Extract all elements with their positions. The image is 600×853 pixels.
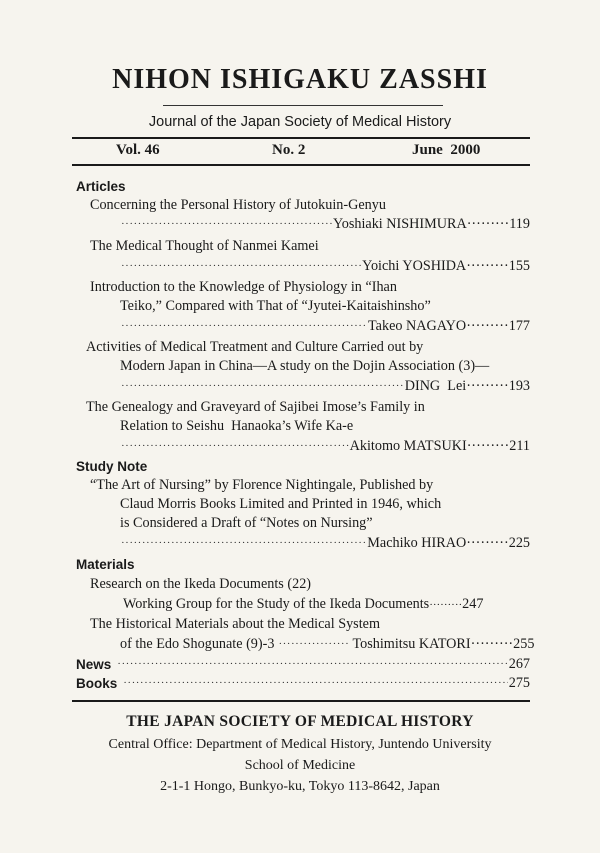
leader-dots [121, 215, 332, 234]
issue-top-rule [72, 137, 530, 139]
office-address: 2-1-1 Hongo, Bunkyo-ku, Tokyo 113-8642, Japan [160, 779, 440, 794]
footer-rule [72, 700, 530, 702]
leader-dots [121, 317, 367, 336]
leader-dots [121, 377, 404, 396]
books-page: 275 [508, 675, 530, 691]
journal-title: NIHON ISHIGAKU ZASSHI [112, 64, 488, 95]
article-title-line: Introduction to the Knowledge of Physiology in “Ihan [90, 279, 397, 295]
section-books: Books [76, 676, 118, 691]
issue-number: No. 2 [272, 142, 306, 158]
toc-entry-books [76, 674, 530, 693]
material-author: Working Group for the Study of the Ikeda Documents [123, 596, 430, 612]
toc-entry-leader: ····· Yoshiaki NISHIMURA·········119 [120, 215, 530, 234]
article-title-line: The Medical Thought of Nanmei Kamei [90, 238, 319, 254]
section-articles: Articles [76, 179, 126, 194]
material-title-line: The Historical Materials about the Medical System [90, 616, 380, 632]
toc-entry-leader: ····· Yoichi YOSHIDA·········155 [120, 257, 530, 276]
article-page: 211 [509, 438, 530, 454]
study-note-page: 225 [508, 535, 530, 551]
society-name: THE JAPAN SOCIETY OF MEDICAL HISTORY [126, 713, 474, 730]
leader-dots [117, 655, 507, 674]
section-study-note: Study Note [76, 459, 148, 474]
issue-bottom-rule [72, 164, 530, 166]
article-author: Takeo NAGAYO [368, 318, 467, 334]
article-page: 155 [508, 258, 530, 274]
section-materials: Materials [76, 557, 135, 572]
toc-entry-leader: ····· DING Lei·········193 [120, 377, 530, 396]
article-author: Akitomo MATSUKI [349, 438, 467, 454]
article-title-line: Concerning the Personal History of Jutokuin-Genyu [90, 197, 386, 213]
article-page: 119 [509, 216, 530, 232]
study-note-author: Machiko HIRAO [367, 535, 467, 551]
title-divider [163, 105, 443, 106]
study-note-title-line: Claud Morris Books Limited and Printed in 1946, which [120, 496, 442, 512]
article-title-line: Modern Japan in China—A study on the Dojin Association (3)— [120, 358, 490, 374]
article-author: DING Lei [404, 378, 467, 394]
article-title-line: The Genealogy and Graveyard of Sajibei Imose’s Family in [86, 399, 425, 415]
leader-dots [123, 674, 507, 693]
article-page: 177 [508, 318, 530, 334]
material-title-line: of the Edo Shogunate (9)-3 [120, 636, 275, 652]
material-author: Toshimitsu KATORI [352, 636, 471, 652]
issue-date: June 2000 [412, 142, 481, 158]
leader-dots [121, 257, 361, 276]
news-page: 267 [508, 656, 530, 672]
volume: Vol. 46 [116, 142, 160, 158]
section-news: News [76, 657, 112, 672]
material-entry: Working Group for the Study of the Ikeda Documents·········247 [123, 596, 484, 612]
leader-dots [121, 534, 366, 553]
study-note-title-line: is Considered a Draft of “Notes on Nursing” [120, 515, 373, 531]
article-title-line: Activities of Medical Treatment and Culture Carried out by [86, 339, 424, 355]
toc-entry-leader: ····· Akitomo MATSUKI·········211 [120, 437, 530, 456]
article-author: Yoshiaki NISHIMURA [332, 216, 467, 232]
toc-entry-leader: ····· Machiko HIRAO·········225 [120, 534, 530, 553]
journal-subtitle: Journal of the Japan Society of Medical History [148, 114, 452, 130]
toc-entry-news [76, 655, 530, 674]
office-line-1: Central Office: Department of Medical History, Juntendo University [108, 737, 492, 752]
article-page: 193 [508, 378, 530, 394]
material-page: 255 [513, 636, 535, 652]
material-page: 247 [462, 596, 484, 612]
leader-dots [278, 635, 348, 654]
material-title-line: Research on the Ikeda Documents (22) [90, 576, 312, 592]
study-note-title-line: “The Art of Nursing” by Florence Nightingale, Published by [90, 477, 434, 493]
article-title-line: Teiko,” Compared with That of “Jyutei-Kaitaishinsho” [120, 298, 431, 314]
article-title-line: Relation to Seishu Hanaoka’s Wife Ka-e [120, 418, 354, 434]
issue-info [72, 142, 530, 162]
office-line-2: School of Medicine [244, 758, 356, 773]
leader-dots [121, 437, 349, 456]
toc-entry-leader: ····· Takeo NAGAYO·········177 [120, 317, 530, 336]
article-author: Yoichi YOSHIDA [362, 258, 467, 274]
toc-entry-leader: of the Edo Shogunate (9)-3 ····· Toshimitsu KATORI·········255 [120, 635, 530, 654]
